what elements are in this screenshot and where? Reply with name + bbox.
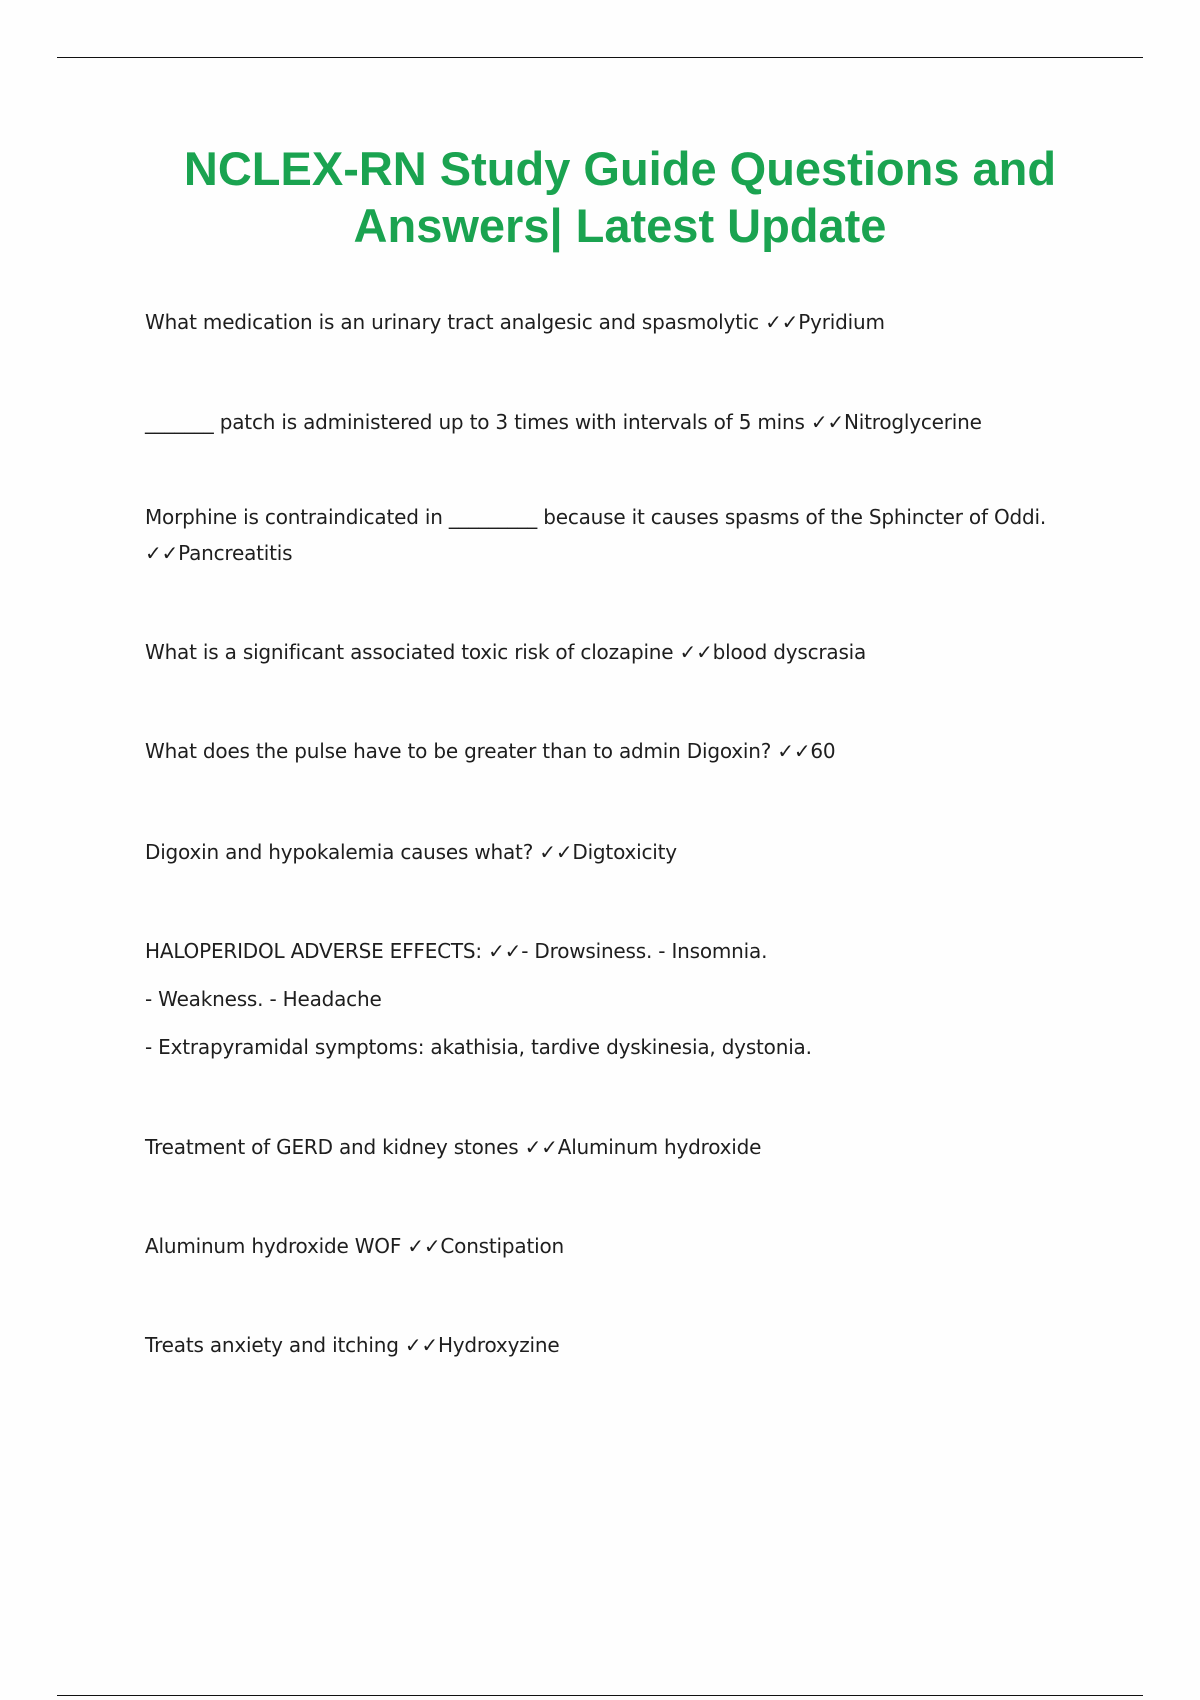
qa-entry-5 [145,733,1095,769]
footer-rule [57,1695,1143,1696]
qa-entry-7 [145,933,1095,1077]
qa-answer: ✓✓Pancreatitis [145,541,293,565]
qa-entry-9 [145,1228,1095,1264]
qa-entry-4 [145,634,1095,670]
qa-entry-6 [145,834,1095,870]
qa-text: Digoxin and hypokalemia causes what? ✓✓Digtoxicity [145,840,677,864]
qa-text: What medication is an urinary tract analgesic and spasmolytic ✓✓Pyridium [145,310,885,334]
header-rule [57,57,1143,58]
title-line-2: Answers| Latest Update [353,199,887,252]
qa-text: Morphine is contraindicated in _________ because it causes spasms of the Sphincter of Oddi. [145,505,1046,529]
qa-entry-1 [145,304,1095,340]
qa-text-line-1: HALOPERIDOL ADVERSE EFFECTS: ✓✓- Drowsiness. - Insomnia. [145,939,768,963]
qa-entry-10 [145,1327,1095,1363]
qa-entry-3 [145,499,1095,571]
qa-text-line-2: - Weakness. - Headache [145,987,382,1011]
qa-text-line-3: - Extrapyramidal symptoms: akathisia, tardive dyskinesia, dystonia. [145,1035,812,1059]
qa-text: Treats anxiety and itching ✓✓Hydroxyzine [145,1333,560,1357]
qa-text: What is a significant associated toxic risk of clozapine ✓✓blood dyscrasia [145,640,867,664]
title-line-1: NCLEX-RN Study Guide Questions and [183,142,1057,195]
document-title [100,140,1140,254]
qa-text: _______ patch is administered up to 3 times with intervals of 5 mins ✓✓Nitroglycerine [145,410,982,434]
qa-text: What does the pulse have to be greater than to admin Digoxin? ✓✓60 [145,739,836,763]
qa-entry-8 [145,1129,1095,1165]
qa-text: Treatment of GERD and kidney stones ✓✓Aluminum hydroxide [145,1135,762,1159]
qa-text: Aluminum hydroxide WOF ✓✓Constipation [145,1234,564,1258]
qa-entry-2 [145,404,1095,440]
